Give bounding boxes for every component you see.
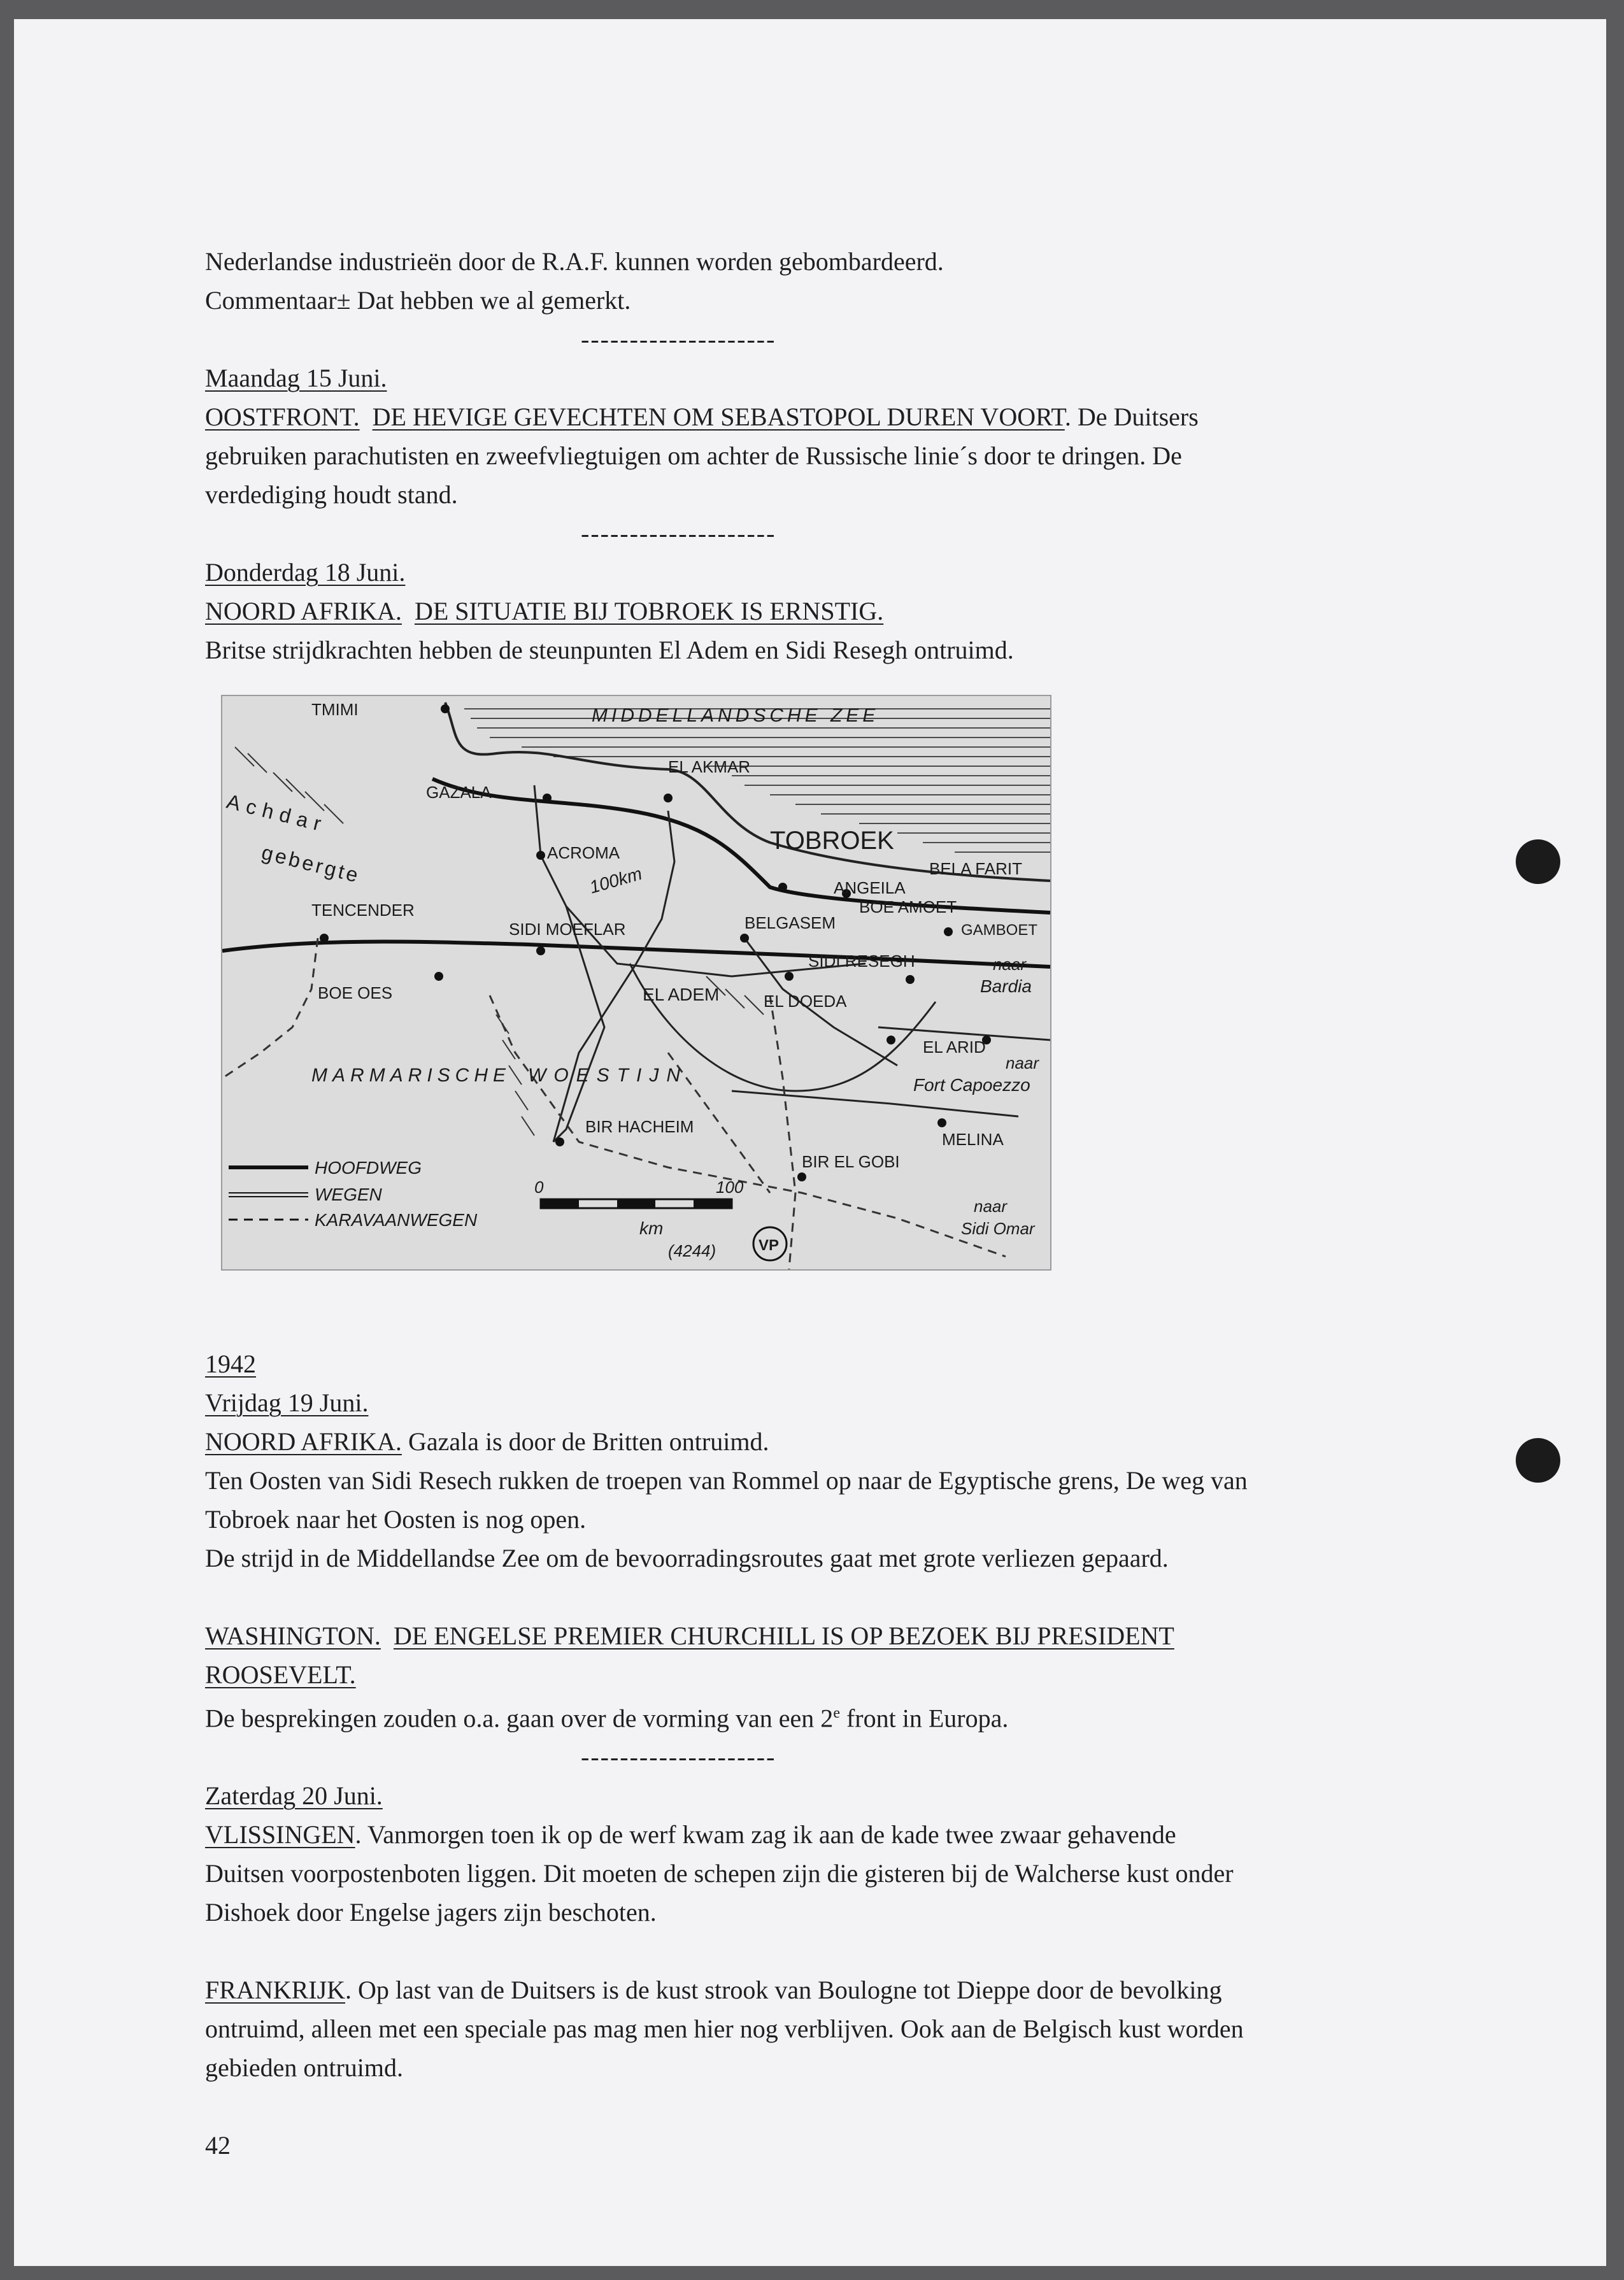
headline-place: OOSTFRONT.: [205, 403, 360, 431]
headline-title: DE SITUATIE BIJ TOBROEK IS ERNSTIG.: [414, 597, 884, 625]
text-line: Nederlandse industrieën door de R.A.F. kunnen worden gebombardeerd.: [205, 247, 944, 276]
scale-hundred: 100: [716, 1178, 744, 1197]
scale-unit: km: [639, 1218, 664, 1238]
spacer: [205, 1932, 1453, 1970]
entry-headline: [205, 397, 1453, 436]
place-angeila: ANGEILA: [834, 878, 906, 897]
place-melina: MELINA: [942, 1130, 1004, 1149]
entry-headline-cont: [205, 1655, 1453, 1694]
region-gebergte: gebergte: [259, 840, 363, 888]
text-run: front in Europa.: [839, 1704, 1009, 1733]
text-line: Tobroek naar het Oosten is nog open.: [205, 1505, 587, 1534]
spacer: [205, 1578, 1453, 1616]
punch-hole: [1516, 1438, 1560, 1483]
place-bir-el-gobi: BIR EL GOBI: [802, 1152, 900, 1171]
page-number: 42: [205, 2131, 231, 2160]
year-label: 1942: [205, 1350, 256, 1378]
text-run: De besprekingen zouden o.a. gaan over de vorming van een 2: [205, 1704, 834, 1733]
entry-headline: [205, 1815, 1453, 1854]
text-line: Ten Oosten van Sidi Resech rukken de troepen van Rommel op naar de Egyptische grens, De weg van: [205, 1466, 1248, 1495]
place-el-arid: EL ARID: [923, 1037, 986, 1057]
publisher-logo-text: VP: [759, 1237, 780, 1254]
main-road-coast: [432, 779, 1050, 913]
headline-end: .: [1064, 403, 1071, 431]
entry-date: [205, 359, 1453, 397]
entry-headline: [205, 1616, 1453, 1655]
place-gamboet: GAMBOET: [961, 922, 1038, 939]
entry-headline: [205, 592, 1453, 631]
label-naar-bardia-2: Bardia: [980, 976, 1032, 996]
label-naar-fort-1: naar: [1006, 1053, 1039, 1072]
date-label: Donderdag 18 Juni.: [205, 558, 406, 587]
separator: --------------------: [581, 325, 776, 353]
place-sidi-moeflar: SIDI MOEFLAR: [509, 920, 626, 939]
text-run: . Vanmorgen toen ik op de werf kwam zag ik aan de kade twee zwaar gehavende: [355, 1820, 1176, 1849]
headline-place: FRANKRIJK: [205, 1976, 346, 2005]
label-naar-sidi-1: naar: [974, 1197, 1008, 1216]
punch-hole: [1516, 839, 1560, 884]
map-area: [205, 669, 1453, 1344]
entry-year: [205, 1344, 1453, 1383]
place-boe-amoet: BOE AMOET: [859, 897, 957, 916]
place-tencender: TENCENDER: [311, 901, 415, 920]
legend-wegen: WEGEN: [315, 1185, 382, 1204]
legend-hoofdweg: HOOFDWEG: [315, 1158, 422, 1178]
text-line: ontruimd, alleen met een speciale pas mag men hier nog verblijven. Ook aan de Belgisch kust worden: [205, 2014, 1244, 2044]
entry-headline: [205, 1422, 1453, 1461]
entry-date: [205, 1383, 1453, 1422]
place-gazala: GAZALA: [426, 783, 492, 802]
place-tobroek: TOBROEK: [770, 827, 894, 855]
place-bir-hacheim: BIR HACHEIM: [585, 1117, 694, 1136]
text-line: gebruiken parachutisten en zweefvliegtuigen om achter de Russische linie´s door te dringen. De: [205, 441, 1182, 470]
place-el-akmar: EL AKMAR: [668, 757, 751, 776]
entry-date: [205, 553, 1453, 592]
separator: --------------------: [581, 1742, 776, 1772]
text-run: . Op last van de Duitsers is de kust strook van Boulogne tot Dieppe door de bevolking: [345, 1976, 1222, 2005]
headline-place: VLISSINGEN: [205, 1820, 355, 1849]
label-naar-bardia-1: naar: [993, 955, 1027, 974]
region-achdar: Achdar: [224, 789, 330, 837]
text-line: De strijd in de Middellandse Zee om de bevoorradingsroutes gaat met grote verliezen gepaard.: [205, 1544, 1169, 1572]
region-marmarische: MARMARISCHE: [311, 1065, 511, 1086]
headline-place: WASHINGTON.: [205, 1621, 381, 1650]
text-line: verdediging houdt stand.: [205, 480, 458, 509]
text-line: gebieden ontruimd.: [205, 2053, 404, 2083]
scale-zero: 0: [534, 1178, 544, 1197]
place-bela-farit: BELA FARIT: [929, 859, 1022, 878]
text-line: Commentaar± Dat hebben we al gemerkt.: [205, 286, 631, 315]
headline-title: DE HEVIGE GEVECHTEN OM SEBASTOPOL DUREN VOORT: [372, 403, 1065, 431]
label-naar-fort-2: Fort Capoezzo: [913, 1075, 1030, 1095]
label-naar-sidi-2: Sidi Omar: [961, 1219, 1035, 1238]
separator: --------------------: [581, 519, 776, 548]
region-woestijn: WOESTIJN: [528, 1065, 688, 1086]
text-line: Britse strijdkrachten hebben de steunpunten El Adem en Sidi Resegh ontruimd.: [205, 636, 1014, 664]
document-page: [14, 19, 1606, 2266]
superscript: e: [833, 1705, 840, 1721]
map-code: (4244): [668, 1241, 716, 1260]
headline-title-cont: ROOSEVELT.: [205, 1660, 356, 1689]
place-sidi-resegh: SIDI RESEGH: [808, 951, 915, 971]
legend-karavaanwegen: KARAVAANWEGEN: [315, 1210, 478, 1230]
map-graphic: [222, 696, 1050, 1269]
place-tmimi: TMIMI: [311, 700, 359, 719]
text-run: Gazala is door de Britten ontruimd.: [401, 1427, 769, 1456]
coastline: [445, 702, 1050, 881]
place-belgasem: BELGASEM: [744, 913, 836, 932]
sea-hatching: [464, 709, 1050, 852]
text-run: De Duitsers: [1071, 403, 1199, 431]
scale-100km: 100km: [587, 863, 645, 897]
entry-date: [205, 1776, 1453, 1815]
entry-headline: [205, 1970, 1453, 2009]
headline-place: NOORD AFRIKA.: [205, 597, 402, 625]
north-africa-map: [221, 695, 1051, 1271]
date-label: Maandag 15 Juni.: [205, 364, 387, 392]
date-label: Zaterdag 20 Juni.: [205, 1781, 383, 1811]
sea-label: MIDDELLANDSCHE ZEE: [592, 705, 880, 726]
place-el-doeda: EL DOEDA: [764, 992, 847, 1011]
diary-text: [205, 242, 1453, 2087]
date-label: Vrijdag 19 Juni.: [205, 1388, 369, 1417]
headline-title: DE ENGELSE PREMIER CHURCHILL IS OP BEZOEK BIJ PRESIDENT: [393, 1621, 1174, 1650]
place-boe-oes: BOE OES: [318, 983, 393, 1002]
text-line: Dishoek door Engelse jagers zijn beschoten.: [205, 1898, 657, 1927]
headline-place: NOORD AFRIKA.: [205, 1427, 402, 1456]
text-line: [205, 1694, 1453, 1737]
place-acroma: ACROMA: [547, 843, 620, 862]
place-el-adem: EL ADEM: [643, 985, 720, 1004]
text-line: Duitsen voorpostenboten liggen. Dit moeten de schepen zijn die gisteren bij de Walcherse kust onder: [205, 1859, 1234, 1888]
